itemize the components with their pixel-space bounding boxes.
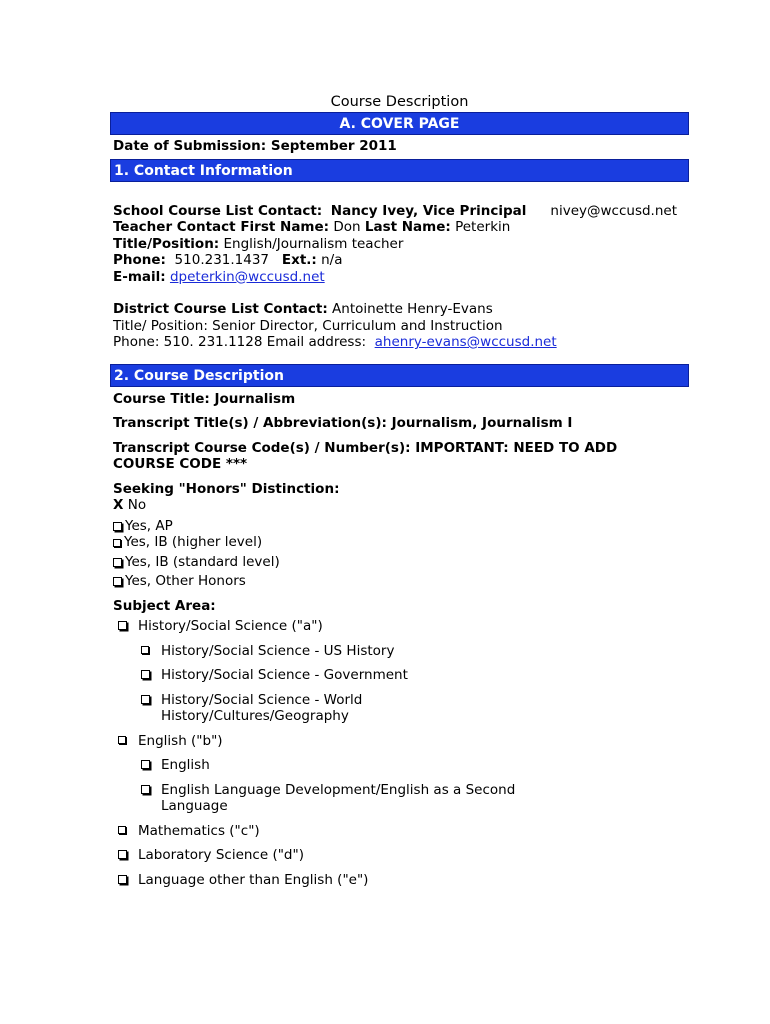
- honors-yes-other[interactable]: Yes, Other Honors: [110, 573, 689, 590]
- checkbox-icon[interactable]: [118, 875, 127, 884]
- district-title-line: Title/ Position: Senior Director, Curriculum and Instruction: [113, 317, 503, 334]
- subject-a-world-history[interactable]: History/Social Science - World History/Cultures/Geography: [110, 692, 401, 725]
- subject-area-label: Subject Area:: [113, 597, 216, 614]
- teacher-email-link[interactable]: dpeterkin@wccusd.net: [169, 268, 325, 285]
- checkbox-icon[interactable]: [141, 670, 150, 679]
- subject-b-english[interactable]: English: [110, 757, 689, 774]
- school-contact-line: School Course List Contact: Nancy Ivey, Vice Principal nivey@wccusd.net: [113, 202, 677, 219]
- subject-a-government[interactable]: History/Social Science - Government: [110, 667, 689, 684]
- teacher-contact-line: Teacher Contact First Name: Don Last Name: Peterkin: [113, 219, 511, 235]
- honors-yes-ib-standard[interactable]: Yes, IB (standard level): [110, 554, 689, 571]
- checkbox-icon[interactable]: [141, 695, 150, 704]
- submission-date: Date of Submission: September 2011: [113, 138, 397, 154]
- checkbox-icon[interactable]: [141, 760, 150, 769]
- honors-yes-ap[interactable]: Yes, AP: [110, 518, 689, 535]
- checkbox-icon[interactable]: [113, 577, 122, 586]
- checkbox-icon[interactable]: [141, 646, 149, 654]
- checkbox-icon[interactable]: [118, 850, 127, 859]
- checkbox-icon[interactable]: [113, 539, 121, 547]
- checkbox-icon[interactable]: [113, 522, 122, 531]
- cover-page-bar: A. COVER PAGE: [110, 112, 689, 135]
- subject-c[interactable]: Mathematics ("c"): [110, 823, 689, 840]
- course-title: Course Title: Journalism: [113, 390, 296, 407]
- subject-a[interactable]: History/Social Science ("a"): [110, 618, 689, 635]
- contact-section-bar: 1. Contact Information: [110, 159, 689, 182]
- transcript-title: Transcript Title(s) / Abbreviation(s): Journalism, Journalism I: [113, 415, 573, 431]
- subject-d[interactable]: Laboratory Science ("d"): [110, 847, 689, 864]
- school-contact-email: nivey@wccusd.net: [550, 202, 677, 219]
- subject-b[interactable]: English ("b"): [110, 733, 689, 750]
- honors-no-option[interactable]: X No: [113, 497, 147, 513]
- title-position-line: Title/Position: English/Journalism teacher: [113, 235, 404, 252]
- district-phone-line: Phone: 510. 231.1128 Email address: ahenry-evans@wccusd.net: [113, 334, 557, 350]
- checkbox-icon[interactable]: [118, 736, 126, 744]
- doc-title: Course Description: [330, 94, 469, 110]
- honors-label: Seeking "Honors" Distinction:: [113, 480, 340, 497]
- email-line: E-mail: dpeterkin@wccusd.net: [113, 268, 325, 285]
- checkbox-icon[interactable]: [113, 558, 122, 567]
- course-section-bar: 2. Course Description: [110, 364, 689, 387]
- checkbox-icon[interactable]: [118, 621, 127, 630]
- subject-b-eld[interactable]: English Language Development/English as a Second Language: [110, 782, 541, 815]
- transcript-code: Transcript Course Code(s) / Number(s): IMPORTANT: NEED TO ADD COURSE CODE ***: [113, 439, 618, 472]
- subject-a-us-history[interactable]: History/Social Science - US History: [110, 643, 689, 660]
- checkbox-icon[interactable]: [141, 785, 150, 794]
- district-email-link[interactable]: ahenry-evans@wccusd.net: [374, 334, 557, 350]
- document-page: [110, 92, 689, 888]
- checkbox-icon[interactable]: [118, 826, 126, 834]
- phone-line: Phone: 510.231.1437 Ext.: n/a: [113, 252, 343, 268]
- honors-yes-ib-higher[interactable]: Yes, IB (higher level): [110, 534, 689, 551]
- district-contact-line: District Course List Contact: Antoinette Henry-Evans: [113, 301, 493, 317]
- subject-e[interactable]: Language other than English ("e"): [110, 872, 689, 889]
